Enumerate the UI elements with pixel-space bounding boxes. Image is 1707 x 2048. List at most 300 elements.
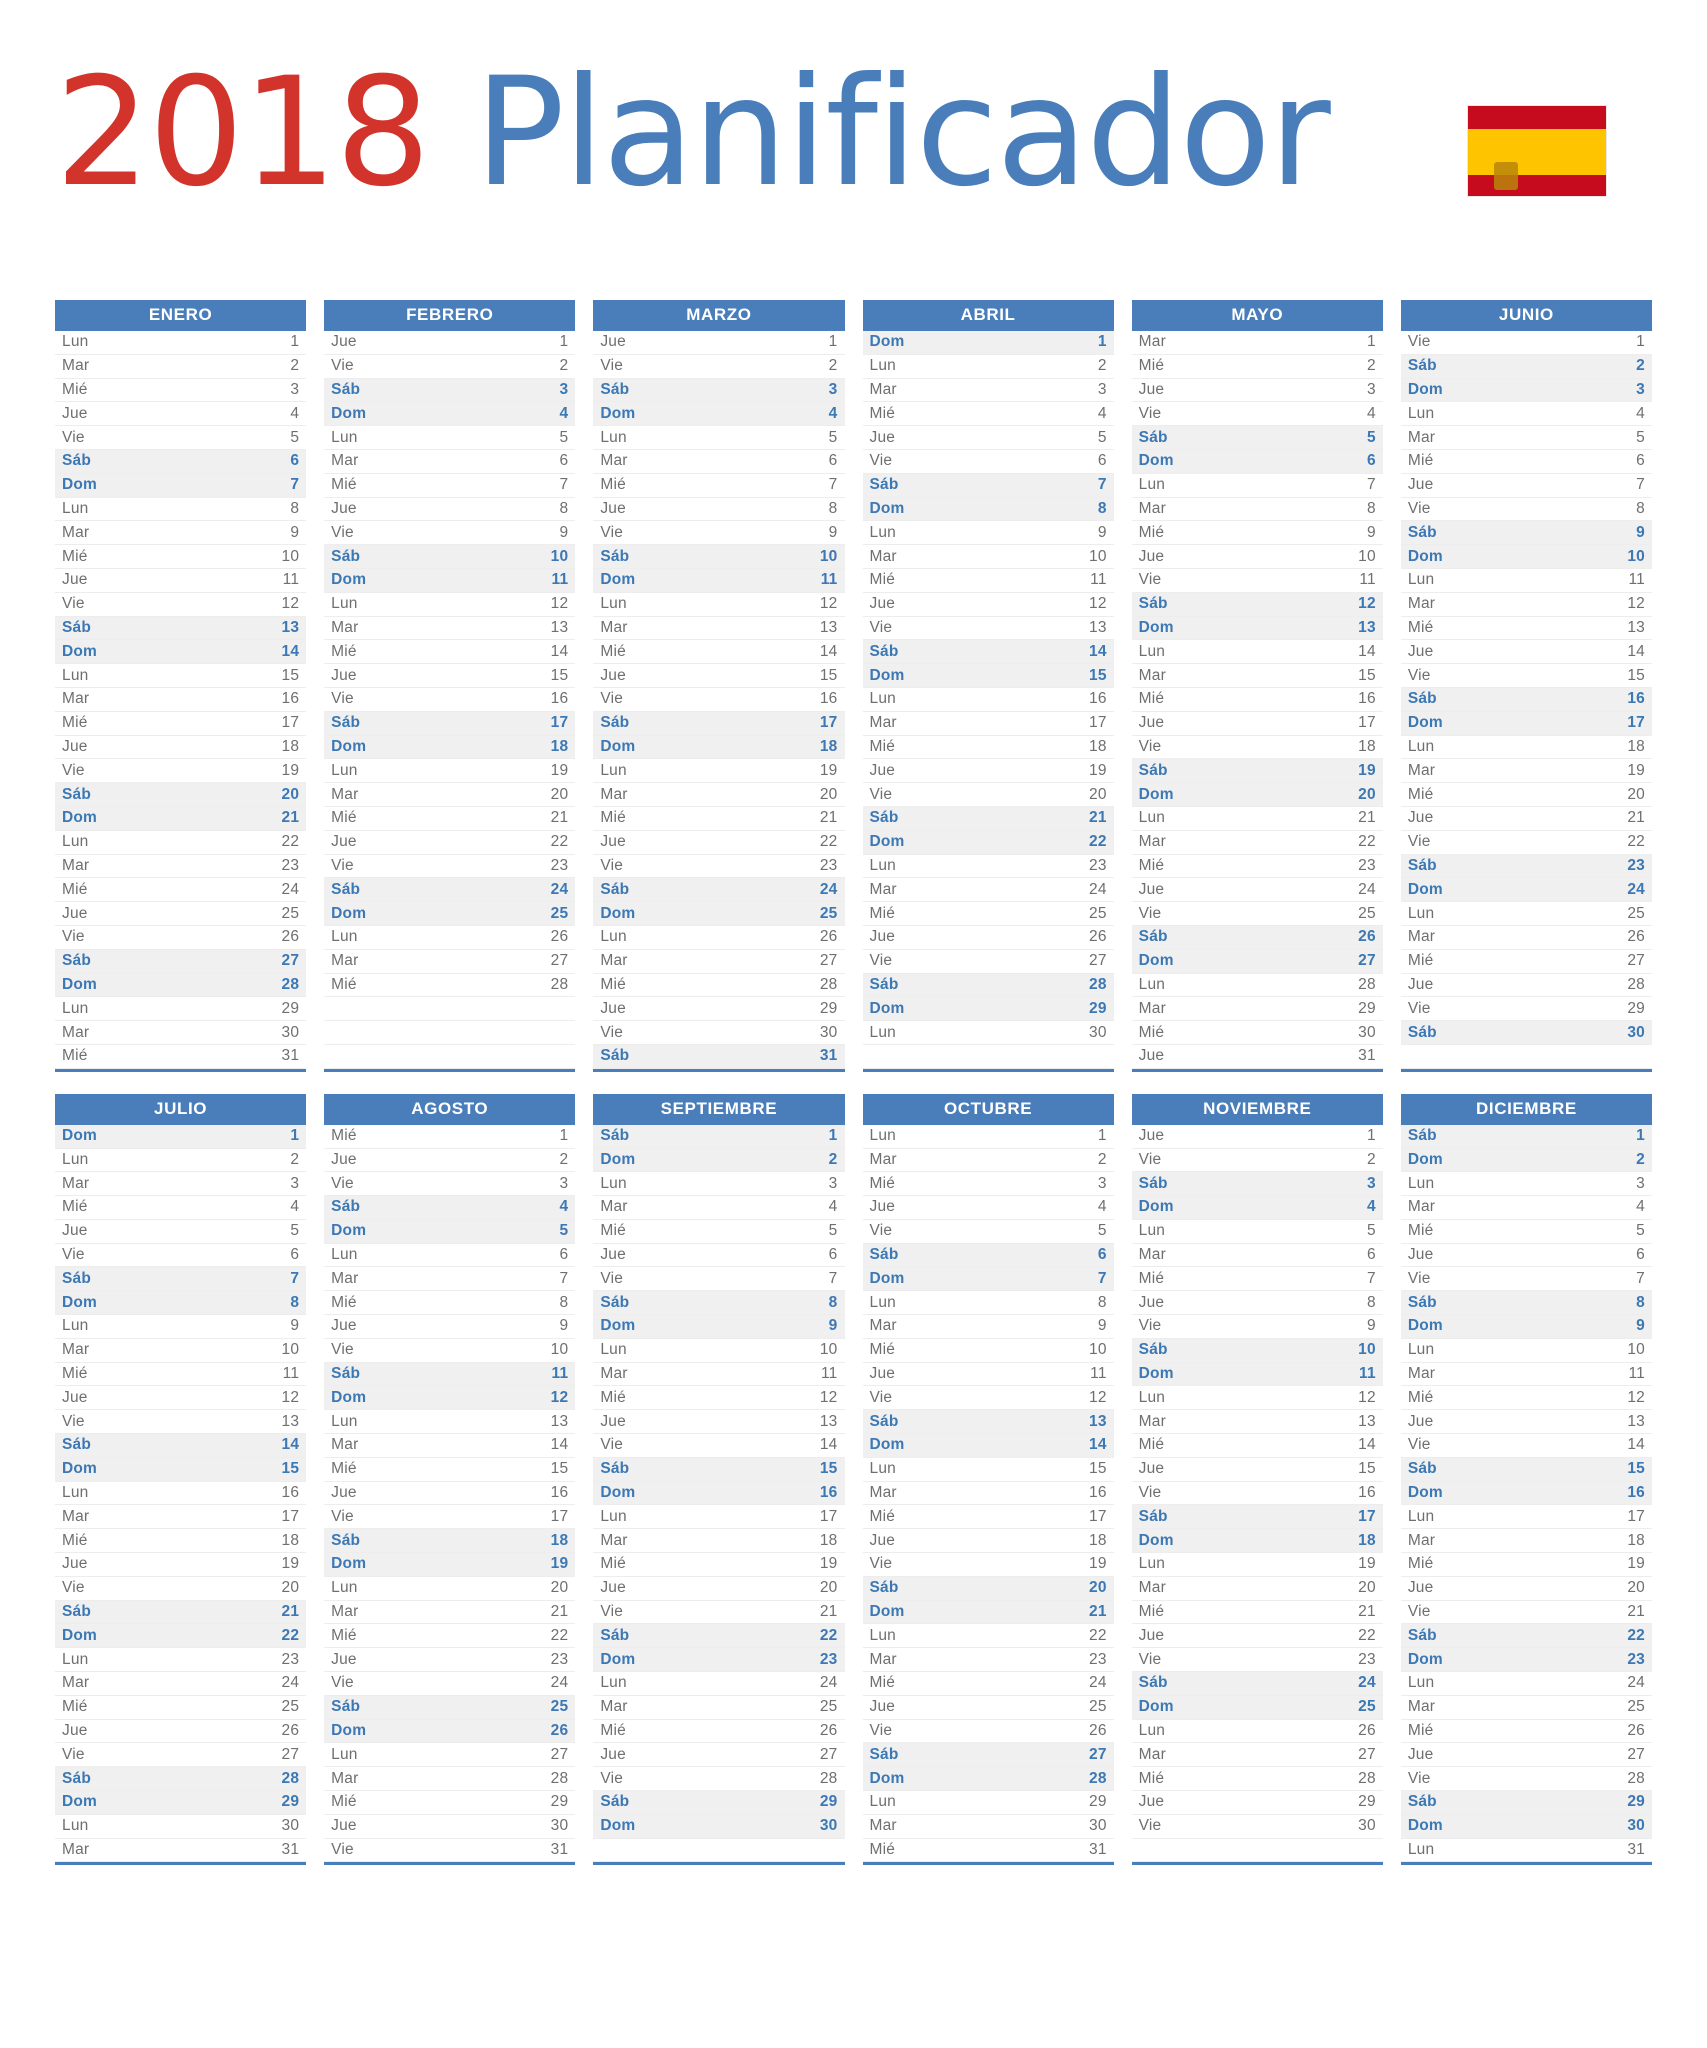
- day-row[interactable]: [1401, 1743, 1652, 1767]
- day-row[interactable]: [324, 331, 575, 355]
- day-row[interactable]: [55, 1648, 306, 1672]
- day-row[interactable]: [55, 331, 306, 355]
- day-row[interactable]: [55, 1125, 306, 1149]
- day-row[interactable]: [863, 1220, 1114, 1244]
- day-row[interactable]: [863, 1767, 1114, 1791]
- day-row[interactable]: [1401, 1577, 1652, 1601]
- day-row[interactable]: [593, 1696, 844, 1720]
- day-row[interactable]: [1132, 950, 1383, 974]
- day-row[interactable]: [324, 1815, 575, 1839]
- day-row[interactable]: [1401, 1767, 1652, 1791]
- day-row[interactable]: [1401, 1172, 1652, 1196]
- day-row[interactable]: [863, 1339, 1114, 1363]
- day-row[interactable]: [593, 736, 844, 760]
- day-row[interactable]: [324, 664, 575, 688]
- day-row[interactable]: [324, 617, 575, 641]
- day-row[interactable]: [593, 831, 844, 855]
- day-row[interactable]: [593, 1363, 844, 1387]
- day-row[interactable]: [1401, 1339, 1652, 1363]
- day-row[interactable]: [55, 1696, 306, 1720]
- day-row[interactable]: [324, 1482, 575, 1506]
- day-row[interactable]: [1132, 1601, 1383, 1625]
- day-row[interactable]: [55, 426, 306, 450]
- day-row[interactable]: [593, 355, 844, 379]
- day-row[interactable]: [863, 1125, 1114, 1149]
- day-row[interactable]: [1132, 1125, 1383, 1149]
- day-row[interactable]: [1401, 593, 1652, 617]
- day-row[interactable]: [1401, 950, 1652, 974]
- day-row[interactable]: [55, 759, 306, 783]
- day-row[interactable]: [55, 1363, 306, 1387]
- day-row[interactable]: [1401, 331, 1652, 355]
- day-row[interactable]: [863, 402, 1114, 426]
- day-row[interactable]: [1401, 783, 1652, 807]
- day-row[interactable]: [324, 593, 575, 617]
- day-row[interactable]: [593, 1624, 844, 1648]
- day-row[interactable]: [593, 1196, 844, 1220]
- day-row[interactable]: [863, 1815, 1114, 1839]
- day-row[interactable]: [1401, 807, 1652, 831]
- day-row[interactable]: [1132, 402, 1383, 426]
- day-row[interactable]: [1401, 379, 1652, 403]
- day-row[interactable]: [1401, 997, 1652, 1021]
- day-row[interactable]: [1132, 1577, 1383, 1601]
- day-row[interactable]: [863, 1386, 1114, 1410]
- day-row[interactable]: [593, 1767, 844, 1791]
- day-row[interactable]: [1132, 1696, 1383, 1720]
- day-row[interactable]: [324, 402, 575, 426]
- day-row[interactable]: [593, 1125, 844, 1149]
- day-row[interactable]: [324, 1720, 575, 1744]
- day-row[interactable]: [55, 1149, 306, 1173]
- day-row[interactable]: [863, 1791, 1114, 1815]
- day-row[interactable]: [863, 1601, 1114, 1625]
- day-row[interactable]: [1401, 1648, 1652, 1672]
- day-row[interactable]: [593, 1021, 844, 1045]
- day-row[interactable]: [55, 807, 306, 831]
- day-row[interactable]: [324, 640, 575, 664]
- day-row[interactable]: [1401, 1553, 1652, 1577]
- day-row[interactable]: [324, 1553, 575, 1577]
- day-row[interactable]: [1401, 974, 1652, 998]
- day-row[interactable]: [55, 831, 306, 855]
- day-row[interactable]: [1401, 1386, 1652, 1410]
- day-row[interactable]: [1132, 926, 1383, 950]
- day-row[interactable]: [1132, 1196, 1383, 1220]
- day-row[interactable]: [1401, 1672, 1652, 1696]
- day-row[interactable]: [1401, 617, 1652, 641]
- day-row[interactable]: [863, 831, 1114, 855]
- day-row[interactable]: [1401, 1291, 1652, 1315]
- day-row[interactable]: [863, 688, 1114, 712]
- day-row[interactable]: [863, 1696, 1114, 1720]
- day-row[interactable]: [593, 569, 844, 593]
- day-row[interactable]: [1401, 1482, 1652, 1506]
- day-row[interactable]: [324, 878, 575, 902]
- day-row[interactable]: [1132, 1363, 1383, 1387]
- day-row[interactable]: [1132, 450, 1383, 474]
- day-row[interactable]: [55, 1601, 306, 1625]
- day-row[interactable]: [1132, 902, 1383, 926]
- day-row[interactable]: [593, 1672, 844, 1696]
- day-row[interactable]: [1132, 1315, 1383, 1339]
- day-row[interactable]: [1132, 331, 1383, 355]
- day-row[interactable]: [593, 1720, 844, 1744]
- day-row[interactable]: [324, 1149, 575, 1173]
- day-row[interactable]: [324, 712, 575, 736]
- day-row[interactable]: [593, 640, 844, 664]
- day-row[interactable]: [863, 974, 1114, 998]
- day-row[interactable]: [1401, 1315, 1652, 1339]
- day-row[interactable]: [55, 950, 306, 974]
- day-row[interactable]: [1401, 1125, 1652, 1149]
- day-row[interactable]: [593, 331, 844, 355]
- day-row[interactable]: [55, 450, 306, 474]
- day-row[interactable]: [593, 426, 844, 450]
- day-row[interactable]: [324, 1291, 575, 1315]
- day-row[interactable]: [863, 1196, 1114, 1220]
- day-row[interactable]: [1401, 1149, 1652, 1173]
- day-row[interactable]: [55, 474, 306, 498]
- day-row[interactable]: [324, 1386, 575, 1410]
- day-row[interactable]: [593, 1791, 844, 1815]
- day-row[interactable]: [55, 593, 306, 617]
- day-row[interactable]: [1132, 640, 1383, 664]
- day-row[interactable]: [1401, 1458, 1652, 1482]
- day-row[interactable]: [863, 426, 1114, 450]
- day-row[interactable]: [593, 545, 844, 569]
- day-row[interactable]: [863, 450, 1114, 474]
- day-row[interactable]: [1401, 474, 1652, 498]
- day-row[interactable]: [324, 1648, 575, 1672]
- day-row[interactable]: [863, 640, 1114, 664]
- day-row[interactable]: [324, 1529, 575, 1553]
- day-row[interactable]: [324, 498, 575, 522]
- day-row[interactable]: [863, 1267, 1114, 1291]
- day-row[interactable]: [1401, 1244, 1652, 1268]
- day-row[interactable]: [863, 1648, 1114, 1672]
- day-row[interactable]: [1132, 1672, 1383, 1696]
- day-row[interactable]: [863, 474, 1114, 498]
- day-row[interactable]: [863, 1577, 1114, 1601]
- day-row[interactable]: [55, 1791, 306, 1815]
- day-row[interactable]: [55, 1339, 306, 1363]
- day-row[interactable]: [1401, 736, 1652, 760]
- day-row[interactable]: [1132, 1244, 1383, 1268]
- day-row[interactable]: [593, 783, 844, 807]
- day-row[interactable]: [1132, 1624, 1383, 1648]
- day-row[interactable]: [55, 974, 306, 998]
- day-row[interactable]: [593, 807, 844, 831]
- day-row[interactable]: [1401, 640, 1652, 664]
- day-row[interactable]: [593, 1458, 844, 1482]
- day-row[interactable]: [1132, 1458, 1383, 1482]
- day-row[interactable]: [1132, 688, 1383, 712]
- day-row[interactable]: [1132, 521, 1383, 545]
- day-row[interactable]: [55, 1386, 306, 1410]
- day-row[interactable]: [863, 1410, 1114, 1434]
- day-row[interactable]: [863, 807, 1114, 831]
- day-row[interactable]: [324, 450, 575, 474]
- day-row[interactable]: [863, 1021, 1114, 1045]
- day-row[interactable]: [593, 1172, 844, 1196]
- day-row[interactable]: [863, 1720, 1114, 1744]
- day-row[interactable]: [593, 974, 844, 998]
- day-row[interactable]: [1401, 426, 1652, 450]
- day-row[interactable]: [1401, 1720, 1652, 1744]
- day-row[interactable]: [863, 521, 1114, 545]
- day-row[interactable]: [324, 426, 575, 450]
- day-row[interactable]: [55, 855, 306, 879]
- day-row[interactable]: [863, 783, 1114, 807]
- day-row[interactable]: [863, 331, 1114, 355]
- day-row[interactable]: [593, 1434, 844, 1458]
- day-row[interactable]: [324, 1458, 575, 1482]
- day-row[interactable]: [1132, 759, 1383, 783]
- day-row[interactable]: [324, 1196, 575, 1220]
- day-row[interactable]: [1132, 1045, 1383, 1069]
- day-row[interactable]: [593, 712, 844, 736]
- day-row[interactable]: [593, 1386, 844, 1410]
- day-row[interactable]: [593, 1315, 844, 1339]
- day-row[interactable]: [55, 1624, 306, 1648]
- day-row[interactable]: [593, 474, 844, 498]
- day-row[interactable]: [593, 593, 844, 617]
- day-row[interactable]: [55, 1220, 306, 1244]
- day-row[interactable]: [324, 807, 575, 831]
- day-row[interactable]: [863, 1363, 1114, 1387]
- day-row[interactable]: [863, 902, 1114, 926]
- day-row[interactable]: [863, 355, 1114, 379]
- day-row[interactable]: [593, 379, 844, 403]
- day-row[interactable]: [55, 640, 306, 664]
- day-row[interactable]: [863, 1315, 1114, 1339]
- day-row[interactable]: [1132, 664, 1383, 688]
- day-row[interactable]: [863, 593, 1114, 617]
- day-row[interactable]: [1132, 1505, 1383, 1529]
- day-row[interactable]: [324, 1220, 575, 1244]
- day-row[interactable]: [324, 1743, 575, 1767]
- day-row[interactable]: [324, 1172, 575, 1196]
- day-row[interactable]: [593, 450, 844, 474]
- day-row[interactable]: [1132, 1720, 1383, 1744]
- day-row[interactable]: [1132, 831, 1383, 855]
- day-row[interactable]: [324, 1505, 575, 1529]
- day-row[interactable]: [324, 1363, 575, 1387]
- day-row[interactable]: [324, 379, 575, 403]
- day-row[interactable]: [55, 402, 306, 426]
- day-row[interactable]: [1132, 1529, 1383, 1553]
- day-row[interactable]: [1132, 1339, 1383, 1363]
- day-row[interactable]: [1132, 355, 1383, 379]
- day-row[interactable]: [324, 783, 575, 807]
- day-row[interactable]: [324, 926, 575, 950]
- day-row[interactable]: [593, 1648, 844, 1672]
- day-row[interactable]: [1401, 1363, 1652, 1387]
- day-row[interactable]: [863, 498, 1114, 522]
- day-row[interactable]: [593, 878, 844, 902]
- day-row[interactable]: [55, 617, 306, 641]
- day-row[interactable]: [55, 498, 306, 522]
- day-row[interactable]: [55, 1291, 306, 1315]
- day-row[interactable]: [1132, 807, 1383, 831]
- day-row[interactable]: [863, 1624, 1114, 1648]
- day-row[interactable]: [1132, 1791, 1383, 1815]
- day-row[interactable]: [863, 1672, 1114, 1696]
- day-row[interactable]: [324, 974, 575, 998]
- day-row[interactable]: [593, 1482, 844, 1506]
- day-row[interactable]: [863, 736, 1114, 760]
- day-row[interactable]: [324, 355, 575, 379]
- day-row[interactable]: [55, 355, 306, 379]
- day-row[interactable]: [863, 1149, 1114, 1173]
- day-row[interactable]: [1401, 545, 1652, 569]
- day-row[interactable]: [863, 379, 1114, 403]
- day-row[interactable]: [863, 1553, 1114, 1577]
- day-row[interactable]: [1401, 712, 1652, 736]
- day-row[interactable]: [1401, 498, 1652, 522]
- day-row[interactable]: [863, 997, 1114, 1021]
- day-row[interactable]: [593, 402, 844, 426]
- day-row[interactable]: [55, 569, 306, 593]
- day-row[interactable]: [55, 379, 306, 403]
- day-row[interactable]: [863, 1244, 1114, 1268]
- day-row[interactable]: [324, 950, 575, 974]
- day-row[interactable]: [593, 664, 844, 688]
- day-row[interactable]: [863, 759, 1114, 783]
- day-row[interactable]: [55, 878, 306, 902]
- day-row[interactable]: [1132, 545, 1383, 569]
- day-row[interactable]: [55, 1767, 306, 1791]
- day-row[interactable]: [55, 1196, 306, 1220]
- day-row[interactable]: [593, 1045, 844, 1069]
- day-row[interactable]: [1401, 1696, 1652, 1720]
- day-row[interactable]: [55, 1505, 306, 1529]
- day-row[interactable]: [1132, 712, 1383, 736]
- day-row[interactable]: [324, 1672, 575, 1696]
- day-row[interactable]: [863, 1458, 1114, 1482]
- day-row[interactable]: [55, 521, 306, 545]
- day-row[interactable]: [55, 1577, 306, 1601]
- day-row[interactable]: [863, 878, 1114, 902]
- day-row[interactable]: [1132, 1149, 1383, 1173]
- day-row[interactable]: [55, 1244, 306, 1268]
- day-row[interactable]: [1132, 1267, 1383, 1291]
- day-row[interactable]: [1132, 1553, 1383, 1577]
- day-row[interactable]: [55, 545, 306, 569]
- day-row[interactable]: [593, 1267, 844, 1291]
- day-row[interactable]: [1401, 521, 1652, 545]
- day-row[interactable]: [863, 1482, 1114, 1506]
- day-row[interactable]: [593, 1601, 844, 1625]
- day-row[interactable]: [324, 1267, 575, 1291]
- day-row[interactable]: [324, 1839, 575, 1863]
- day-row[interactable]: [863, 926, 1114, 950]
- day-row[interactable]: [593, 1743, 844, 1767]
- day-row[interactable]: [593, 1505, 844, 1529]
- day-row[interactable]: [863, 1529, 1114, 1553]
- day-row[interactable]: [1401, 1021, 1652, 1045]
- day-row[interactable]: [593, 1220, 844, 1244]
- day-row[interactable]: [593, 688, 844, 712]
- day-row[interactable]: [55, 1021, 306, 1045]
- day-row[interactable]: [55, 902, 306, 926]
- day-row[interactable]: [1401, 1791, 1652, 1815]
- day-row[interactable]: [324, 902, 575, 926]
- day-row[interactable]: [863, 1291, 1114, 1315]
- day-row[interactable]: [1132, 878, 1383, 902]
- day-row[interactable]: [863, 1505, 1114, 1529]
- day-row[interactable]: [1132, 1815, 1383, 1839]
- day-row[interactable]: [593, 521, 844, 545]
- day-row[interactable]: [1132, 1767, 1383, 1791]
- day-row[interactable]: [1132, 474, 1383, 498]
- day-row[interactable]: [1401, 1601, 1652, 1625]
- day-row[interactable]: [1132, 736, 1383, 760]
- day-row[interactable]: [863, 712, 1114, 736]
- day-row[interactable]: [55, 997, 306, 1021]
- day-row[interactable]: [55, 1743, 306, 1767]
- day-row[interactable]: [1401, 1410, 1652, 1434]
- day-row[interactable]: [1401, 926, 1652, 950]
- day-row[interactable]: [1401, 1624, 1652, 1648]
- day-row[interactable]: [324, 474, 575, 498]
- day-row[interactable]: [1132, 1410, 1383, 1434]
- day-row[interactable]: [1132, 593, 1383, 617]
- day-row[interactable]: [324, 855, 575, 879]
- day-row[interactable]: [863, 1839, 1114, 1863]
- day-row[interactable]: [55, 664, 306, 688]
- day-row[interactable]: [1132, 1172, 1383, 1196]
- day-row[interactable]: [324, 521, 575, 545]
- day-row[interactable]: [593, 759, 844, 783]
- day-row[interactable]: [863, 1172, 1114, 1196]
- day-row[interactable]: [1401, 759, 1652, 783]
- day-row[interactable]: [55, 736, 306, 760]
- day-row[interactable]: [55, 1267, 306, 1291]
- day-row[interactable]: [1132, 426, 1383, 450]
- day-row[interactable]: [55, 1720, 306, 1744]
- day-row[interactable]: [324, 1434, 575, 1458]
- day-row[interactable]: [1132, 1291, 1383, 1315]
- day-row[interactable]: [55, 1815, 306, 1839]
- day-row[interactable]: [1132, 974, 1383, 998]
- day-row[interactable]: [593, 902, 844, 926]
- day-row[interactable]: [324, 1577, 575, 1601]
- day-row[interactable]: [593, 1410, 844, 1434]
- day-row[interactable]: [593, 1244, 844, 1268]
- day-row[interactable]: [593, 1339, 844, 1363]
- day-row[interactable]: [863, 950, 1114, 974]
- day-row[interactable]: [55, 1839, 306, 1863]
- day-row[interactable]: [1132, 1743, 1383, 1767]
- day-row[interactable]: [324, 1624, 575, 1648]
- day-row[interactable]: [1132, 379, 1383, 403]
- day-row[interactable]: [324, 831, 575, 855]
- day-row[interactable]: [1132, 617, 1383, 641]
- day-row[interactable]: [1401, 902, 1652, 926]
- day-row[interactable]: [55, 712, 306, 736]
- day-row[interactable]: [324, 1601, 575, 1625]
- day-row[interactable]: [1132, 1021, 1383, 1045]
- day-row[interactable]: [55, 1529, 306, 1553]
- day-row[interactable]: [55, 1482, 306, 1506]
- day-row[interactable]: [1132, 1434, 1383, 1458]
- day-row[interactable]: [1132, 1386, 1383, 1410]
- day-row[interactable]: [324, 545, 575, 569]
- day-row[interactable]: [55, 1410, 306, 1434]
- day-row[interactable]: [1132, 498, 1383, 522]
